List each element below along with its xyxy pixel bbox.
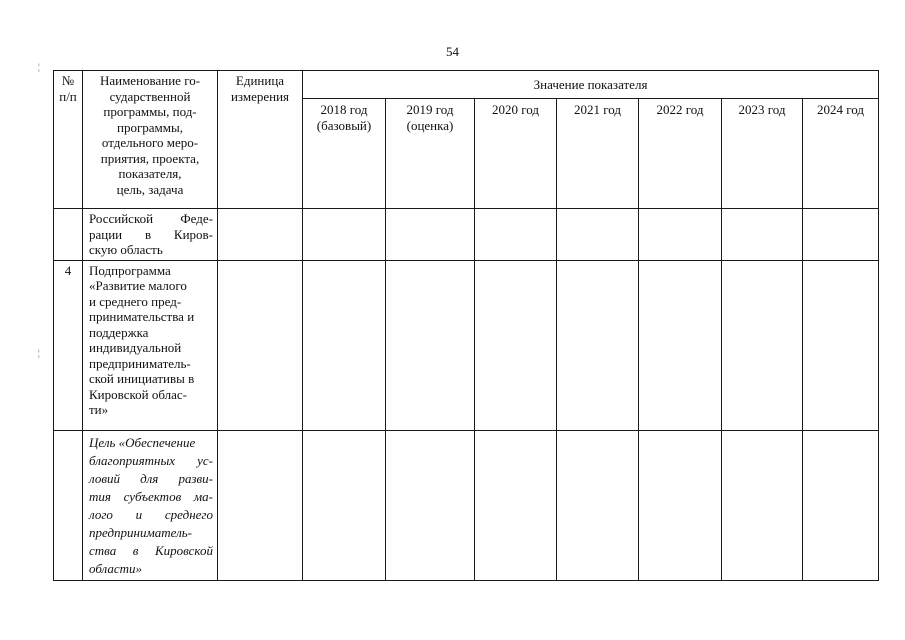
row-value-2023 <box>722 430 803 580</box>
row-unit <box>218 260 303 430</box>
header-year-2018: 2018 год (базовый) <box>303 99 386 209</box>
row-value-2020 <box>475 260 557 430</box>
header-year-2022: 2022 год <box>639 99 722 209</box>
row-num <box>54 209 83 261</box>
header-year-2024: 2024 год <box>803 99 879 209</box>
header-values-group: Значение показателя <box>303 71 879 99</box>
header-num: № п/п <box>54 71 83 209</box>
row-value-2024 <box>803 209 879 261</box>
header-row-1 <box>54 71 879 99</box>
row-value-2018 <box>303 430 386 580</box>
row-value-2022 <box>639 430 722 580</box>
header-unit: Единица измерения <box>218 71 303 209</box>
scan-mark: ¦ <box>38 62 40 72</box>
row-value-2019 <box>386 260 475 430</box>
page-number: 54 <box>446 44 459 59</box>
row-name: Цель «Обеспечение благоприятных ус- ловий для разви- тия субъектов ма- лого и среднего предприниматель- ства в Кировской области» <box>83 430 218 580</box>
table-row <box>54 209 879 261</box>
row-value-2020 <box>475 209 557 261</box>
row-value-2018 <box>303 209 386 261</box>
row-name: Подпрограмма «Развитие малого и среднего пред- принимательства и поддержка индивидуальной предприниматель- ской инициативы в Кировской облас- ти» <box>83 260 218 430</box>
row-value-2024 <box>803 430 879 580</box>
header-name: Наименование го- сударственной программы, под- программы, отдельного меро- приятия, проекта, показателя, цель, задача <box>83 71 218 209</box>
scan-mark: ¦ <box>38 348 40 358</box>
row-num <box>54 430 83 580</box>
header-year-2019: 2019 год (оценка) <box>386 99 475 209</box>
header-year-2023: 2023 год <box>722 99 803 209</box>
header-year-2020: 2020 год <box>475 99 557 209</box>
header-year-2021: 2021 год <box>557 99 639 209</box>
row-value-2018 <box>303 260 386 430</box>
row-unit <box>218 430 303 580</box>
row-value-2023 <box>722 260 803 430</box>
row-value-2022 <box>639 260 722 430</box>
indicator-table <box>53 70 879 581</box>
row-name: Российской Феде- рации в Киров- скую область <box>83 209 218 261</box>
row-value-2024 <box>803 260 879 430</box>
row-unit <box>218 209 303 261</box>
table-row <box>54 430 879 580</box>
row-num: 4 <box>54 260 83 430</box>
row-value-2019 <box>386 430 475 580</box>
row-value-2021 <box>557 209 639 261</box>
row-value-2022 <box>639 209 722 261</box>
row-value-2023 <box>722 209 803 261</box>
row-value-2019 <box>386 209 475 261</box>
row-value-2020 <box>475 430 557 580</box>
table-row <box>54 260 879 430</box>
row-value-2021 <box>557 260 639 430</box>
row-value-2021 <box>557 430 639 580</box>
